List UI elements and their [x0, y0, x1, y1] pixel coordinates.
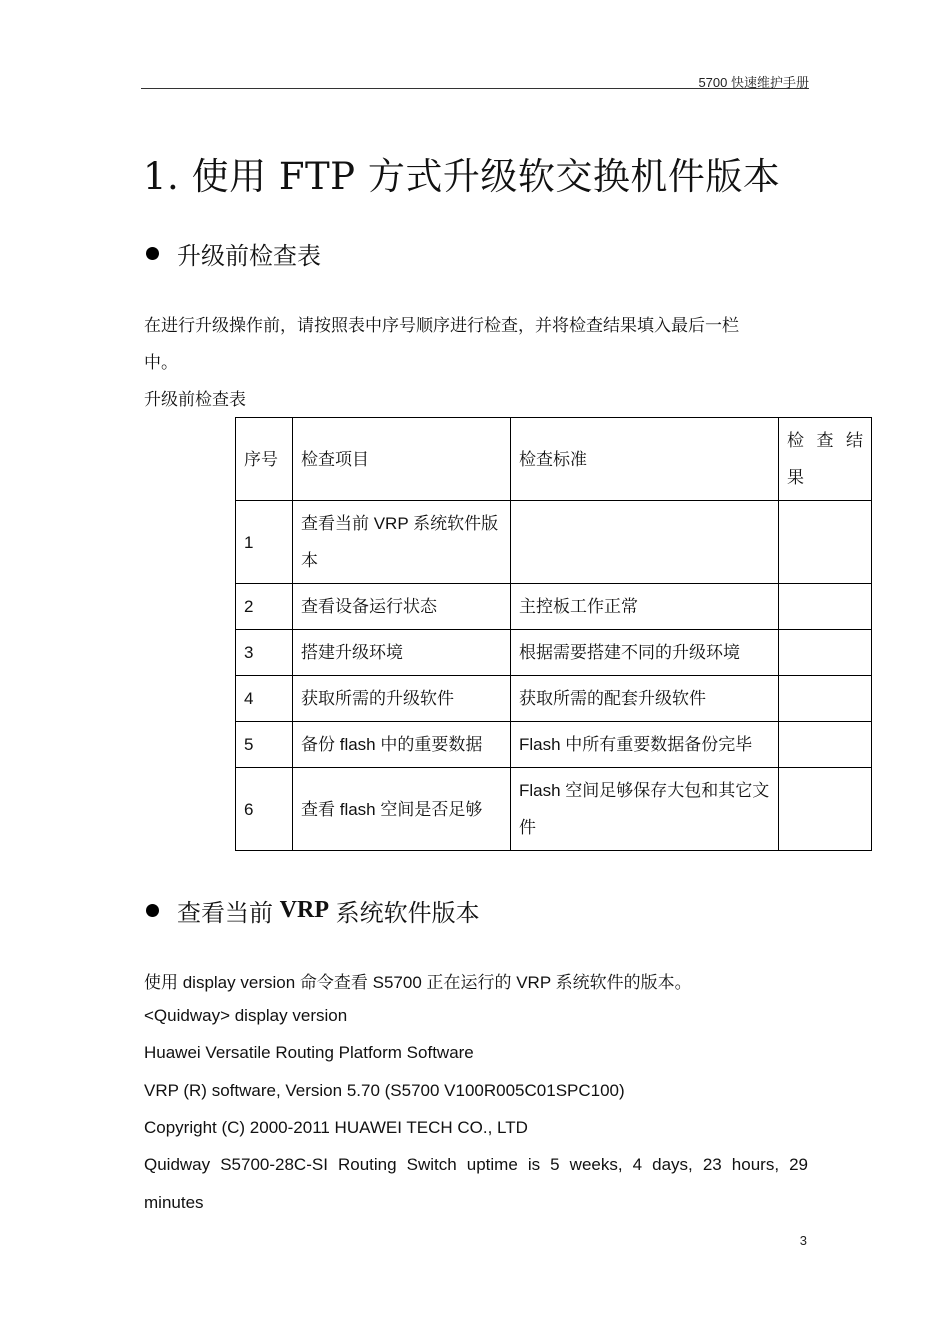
output-line: Copyright (C) 2000-2011 HUAWEI TECH CO., LTD: [144, 1118, 528, 1137]
table-cell: [779, 768, 872, 851]
table-row: [236, 584, 872, 630]
intro-paragraph-line1: 在进行升级操作前，请按照表中序号顺序进行检查，并将检查结果填入最后一栏: [144, 316, 739, 335]
table-cell: 备份 flash 中的重要数据: [293, 722, 511, 768]
table-cell: Flash 中所有重要数据备份完毕: [511, 722, 779, 768]
table-cell: 根据需要搭建不同的升级环境: [511, 630, 779, 676]
table-cell: 获取所需的配套升级软件: [511, 676, 779, 722]
output-line: Huawei Versatile Routing Platform Software: [144, 1043, 474, 1062]
table-cell: 5: [236, 722, 293, 768]
table-cell: [779, 584, 872, 630]
table-cell: [779, 630, 872, 676]
section-title-prefix: 查看当前: [177, 900, 280, 927]
section-title-suffix: 系统软件版本: [329, 900, 480, 927]
table-cell: [511, 501, 779, 584]
table-row: [236, 501, 872, 584]
table-header-row: [236, 418, 872, 501]
table-cell: 6: [236, 768, 293, 851]
header-divider: [141, 88, 809, 89]
table-row: [236, 630, 872, 676]
header-cell: 检查标准: [511, 418, 779, 501]
bullet-icon: [146, 904, 159, 917]
section-title-bold: VRP: [279, 897, 329, 923]
checklist-table: [235, 417, 872, 851]
table-cell: [779, 722, 872, 768]
chapter-heading: 1. 使用 FTP 方式升级软交换机件版本: [143, 155, 781, 198]
section-heading-checklist: [146, 236, 321, 271]
page-header-title: 5700 快速维护手册: [698, 75, 809, 90]
table-cell: 主控板工作正常: [511, 584, 779, 630]
table-cell: Flash 空间足够保存大包和其它文件: [511, 768, 779, 851]
table-cell: 1: [236, 501, 293, 584]
bullet-icon: [146, 247, 159, 260]
output-line: Quidway S5700-28C-SI Routing Switch uptime is 5 weeks, 4 days, 23 hours, 29: [144, 1155, 808, 1174]
table-row: [236, 676, 872, 722]
body-line: 使用 display version 命令查看 S5700 正在运行的 VRP 系统软件的版本。: [144, 973, 692, 992]
table-cell: 查看 flash 空间是否足够: [293, 768, 511, 851]
table-cell: 2: [236, 584, 293, 630]
table-cell: 获取所需的升级软件: [293, 676, 511, 722]
table-cell: 4: [236, 676, 293, 722]
page-number: 3: [799, 1233, 807, 1248]
header-cell: 序号: [236, 418, 293, 501]
output-line: minutes: [144, 1193, 204, 1212]
intro-paragraph-line2: 中。: [144, 353, 178, 372]
table-cell: [779, 676, 872, 722]
header-cell: 检 查 结 果: [779, 418, 872, 501]
table-row: [236, 722, 872, 768]
section-heading-vrp-version: [146, 893, 480, 928]
table-cell: 搭建升级环境: [293, 630, 511, 676]
header-cell: 检查项目: [293, 418, 511, 501]
section-title: 升级前检查表: [177, 243, 321, 270]
output-line: VRP (R) software, Version 5.70 (S5700 V100R005C01SPC100): [144, 1081, 625, 1100]
table-cell: 查看设备运行状态: [293, 584, 511, 630]
table-cell: 查看当前 VRP 系统软件版本: [293, 501, 511, 584]
table-cell: 3: [236, 630, 293, 676]
table-row: [236, 768, 872, 851]
command-line: <Quidway> display version: [144, 1006, 348, 1025]
table-caption: 升级前检查表: [144, 390, 246, 409]
table-cell: [779, 501, 872, 584]
